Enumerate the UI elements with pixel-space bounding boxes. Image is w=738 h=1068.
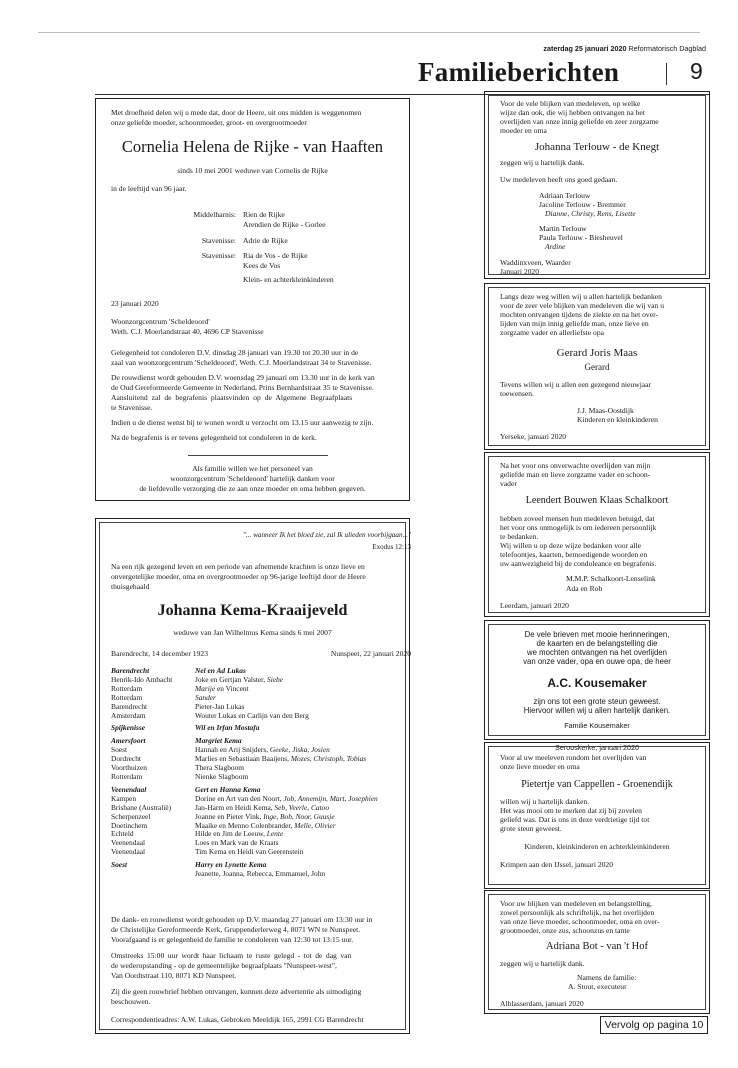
r2-signature: Kinderen en kleinkinderen [577, 415, 658, 424]
r4-after-line2: Hiervoor willen wij u allen hartelijk danken. [523, 706, 671, 715]
family-place: Soest [111, 745, 128, 755]
ad1-condolence-line2: zaal van woonzorgcentrum 'Scheldeoord', Weth. C.J. Moerlandstraat 34 te Stavenisse. [111, 358, 372, 367]
r1-line: Voor de vele blijken van medeleven, op welke [500, 99, 641, 108]
r5-body: geliefd was. Dat is ons in deze verdrietige tijd tot [500, 815, 650, 824]
family-names: Jan-Harm en Heidi Kema, Seb, Veerle, Catoo [195, 802, 330, 812]
continue-page-link[interactable]: Vervolg op pagina 10 [600, 1016, 708, 1034]
r1-line: wijze dan ook, die wij hebben ontvangen na het [500, 108, 645, 117]
family-member-row [111, 848, 411, 857]
r2-line: mochten ontvangen tijdens de ziekte en na het over- [500, 310, 658, 319]
family-place: Scherpenzeel [111, 811, 151, 821]
ad2-nocard-line2: beschouwen. [111, 997, 151, 1006]
ad1-relative: Arendien de Rijke - Gorlee [243, 220, 326, 229]
ad1-service-line4: te Stavenisse. [111, 403, 153, 412]
family-names: Pieter-Jan Lukas [195, 701, 245, 711]
family-place: Soest [111, 860, 128, 870]
section-title: Familieberichten [418, 57, 620, 87]
ad1-intro-line2: onze geliefde moeder, schoonmoeder, groot- en overgrootmoeder [111, 118, 307, 127]
ad1-address-line2: Weth. C.J. Moerlandstraat 40, 4696 CP Stavenisse [111, 327, 264, 336]
ad2-burial-line3: Van Oordtstraat 110, 8071 KD Nunspeet. [111, 971, 237, 980]
ad2-nocard-line1: Zij die geen rouwbrief hebben ontvangen, kunnen deze advertentie als uitnodiging [111, 987, 362, 996]
ad1-place: Middelharnis: [193, 210, 236, 219]
r1-date: Januari 2020 [500, 267, 540, 276]
family-names: Wouter Lukas en Carlijn van den Berg [195, 710, 309, 720]
ad2-family-table [111, 667, 411, 879]
r6-deceased-name: Adriana Bot - van 't Hof [546, 941, 648, 952]
dateline [520, 44, 706, 53]
ad1-condolence-line1: Gelegenheid tot condoleren D.V. dinsdag 28 januari van 19.30 tot 20.30 uur in de [111, 348, 359, 357]
family-member-row [111, 694, 411, 703]
r3-body: telefoontjes, kaarten, bemoedigende woorden en [500, 550, 648, 559]
r6-place: Alblasserdam, januari 2020 [500, 999, 584, 1008]
ad2-birth: Barendrecht, 14 december 1923 [111, 649, 208, 658]
ad1-deceased-name: Cornelia Helena de Rijke - van Haaften [121, 137, 384, 156]
r4-line: De vele brieven met mooie herinneringen, [524, 630, 670, 639]
family-names: Dorine en Art van den Noort, Job, Annemijn, Mart, Josephien [195, 793, 378, 803]
family-names: Joke en Gertjan Valster, Siebe [195, 674, 284, 684]
r3-body: uw aanwezigheid bij de condoleance en begrafenis. [500, 559, 657, 568]
family-place: Echteld [111, 829, 134, 839]
family-names: Wil en Irfan Mostafa [195, 723, 260, 733]
family-member-row [111, 712, 411, 721]
ad2-intro-line3: thuisgehaald [111, 582, 150, 591]
r4-signature: Familie Kousemaker [564, 721, 630, 730]
r3-body: Wij willen u op deze wijze bedanken voor alle [500, 541, 641, 550]
family-names: Jeanette, Joanna, Rebecca, Emmanuel, John [195, 869, 326, 879]
ad1-place: Stavenisse: [201, 251, 236, 260]
issue-date: zaterdag 25 januari 2020 [543, 44, 627, 53]
ad1-intro-line1: Met droefheid delen wij u mede dat, door de Heere, uit ons midden is weggenomen [111, 108, 362, 117]
ad2-death: Nunspeet, 22 januari 2020 [330, 649, 411, 658]
r3-body: te bedanken. [500, 532, 539, 541]
r1-family: Adriaan Terlouw [539, 191, 591, 200]
r1-line: moeder en oma [500, 126, 547, 135]
r3-signature: M.M.P. Schalkoort-Lenselink [566, 574, 656, 583]
r2-wish-line2: toewensen. [500, 389, 534, 398]
ad2-service-line3: Voorafgaand is er gelegenheid de familie te condoleren van 12:30 tot 13:15 uur. [111, 935, 354, 944]
family-names: Nel en Ad Lukas [195, 666, 246, 675]
family-names: Loes en Mark van de Kraats [195, 838, 279, 848]
r5-deceased-name: Pietertje van Cappellen - Groenendijk [521, 779, 673, 790]
r1-family: Dianne, Christy, Rens, Lisette [545, 209, 636, 218]
family-names: Harry en Lynette Kema [195, 860, 267, 870]
ad2-service-line1: De dank- en rouwdienst wordt gehouden op D.V. maandag 27 januari om 13:30 uur in [111, 915, 373, 924]
ad1-thanks-line1: Als familie willen we het personeel van [192, 464, 313, 473]
ad2-correspondence: Correspondentieadres: A.W. Lukas, Gebroken Meeldijk 165, 2991 CG Barendrecht [111, 1015, 364, 1024]
family-names: Marlies en Sebastiaan Baaijens, Mozes, Christoph, Tobias [195, 754, 367, 764]
ad2-bible-quote: "... wanneer Ik het bloed zie, zal Ik ulieden voorbijgaan..." [242, 531, 411, 539]
ad1-thanks-line3: de liefdevolle verzorging die ze aan onze moeder en oma hebben gegeven. [139, 484, 366, 493]
r3-place: Leerdam, januari 2020 [500, 601, 569, 610]
family-place: Kampen [111, 793, 137, 803]
ad2-bible-reference: Exodus 12:13 [372, 543, 411, 551]
ad2-intro-line2: onvergetelijke moeder, oma en overgrootmoeder op 96-jarige leeftijd door de Heere [111, 572, 366, 581]
r5-body: willen wij u hartelijk danken. [500, 797, 590, 806]
family-names: Nienke Slagboom [195, 771, 249, 781]
family-place: Amersfoort [111, 736, 146, 746]
family-member-row [111, 870, 411, 879]
r5-line: onze lieve moeder en oma [500, 762, 580, 771]
family-place: Spijkenisse [111, 723, 146, 733]
r6-line: grootmoeder, onze zus, schoonzus en tante [500, 926, 630, 935]
ad2-intro-line1: Na een rijk gezegend leven en een periode van afnemende krachten is onze lieve en [111, 562, 365, 571]
ad1-relative: Klein- en achterkleinkinderen [243, 275, 334, 284]
r2-line: Langs deze weg willen wij u allen hartelijk bedanken [500, 292, 662, 301]
r6-line: zowel persoonlijk als schriftelijk, na het overlijden [500, 908, 655, 917]
r6-signature: Namens de familie: [577, 973, 637, 982]
r4-line: de kaarten en de belangstelling die [536, 639, 658, 648]
family-member-row [111, 685, 411, 694]
family-place: Dordrecht [111, 754, 141, 764]
family-names: Maaike en Menno Colenbrander, Melle, Olivier [195, 820, 336, 830]
family-place: Veenendaal [111, 838, 146, 848]
r6-signature: A. Stout, executeur [568, 982, 627, 991]
ad1-thanks-line2: woonzorgcentrum 'Scheldeoord' hartelijk danken voor [170, 474, 335, 483]
ad1-relative: Ria de Vos - de Rijke [243, 251, 308, 260]
family-names: Hilde en Jim de Leeuw, Lente [195, 829, 284, 839]
r5-place: Krimpen aan den IJssel, januari 2020 [500, 860, 614, 869]
r2-line: lijden van mijn innig geliefde man, onze lieve en [500, 319, 649, 328]
family-member-row [111, 755, 411, 764]
r1-family: Ardine [545, 242, 566, 251]
r2-line: zorgzame vader en allerliefste opa [500, 328, 605, 337]
r5-line: Voor al uw meeleven rondom het overlijden van [500, 753, 647, 762]
ad1-service-line1: De rouwdienst wordt gehouden D.V. woensdag 29 januari om 13.30 uur in de kerk van [111, 373, 375, 382]
r1-good: Uw medeleven heeft ons goed gedaan. [500, 175, 618, 184]
family-names: Sander [195, 692, 216, 702]
r5-signature: Kinderen, kleinkinderen en achterkleinkinderen [524, 842, 670, 851]
r3-body: hebben zoveel mensen hun medeleven betuigd, dat [500, 514, 655, 523]
ad2-service-line2: de Christelijke Gereformeerde Kerk, Gruppenderlerweg 4, 8071 WN te Nunspeet. [111, 925, 361, 934]
r5-body: grote steun geweest. [500, 824, 562, 833]
r6-thanks: zeggen wij u hartelijk dank. [500, 959, 585, 968]
ad1-place: Stavenisse: [201, 236, 236, 245]
ad2-burial-line2: de wederopstanding - op de gemeentelijke begraafplaats "Nunspeet-west", [111, 961, 337, 970]
ad2-deceased-name: Johanna Kema-Kraaijeveld [157, 602, 348, 619]
r4-line: we mochten ontvangen na het overlijden [526, 648, 667, 657]
r1-thanks: zeggen wij u hartelijk dank. [500, 158, 585, 167]
r1-family: Jacoline Terlouw - Bremmer [539, 200, 626, 209]
family-names: Marije en Vincent [195, 683, 249, 693]
paper-name: Reformatorisch Dagblad [628, 44, 706, 53]
r2-deceased-name: Gerard Joris Maas [556, 347, 638, 359]
family-member-row [111, 773, 411, 782]
family-place: Rotterdam [111, 692, 143, 702]
title-divider [666, 63, 667, 85]
r3-signature: Ada en Rob [566, 584, 603, 593]
family-names: Thera Slagboom [195, 763, 245, 773]
ad1-age: in de leeftijd van 96 jaar. [111, 184, 187, 193]
family-place: Veenendaal [111, 847, 146, 857]
ad1-date: 23 januari 2020 [111, 299, 159, 308]
ad1-widow-line: sinds 10 mei 2001 weduwe van Cornelis de Rijke [177, 166, 328, 175]
page-number: 9 [690, 58, 703, 84]
family-place: Veenendaal [111, 784, 147, 794]
ad1-divider [188, 455, 328, 456]
family-place: Doetinchem [111, 820, 148, 830]
family-place: Amsterdam [111, 710, 146, 720]
family-place: Henrik-Ido Ambacht [111, 674, 173, 684]
family-place: Barendrecht [111, 701, 148, 711]
r4-deceased-name: A.C. Kousemaker [547, 676, 647, 690]
ad1-relative: Rien de Rijke [243, 210, 285, 219]
family-place [111, 870, 195, 879]
r2-signature: J.J. Maas-Oostdijk [577, 406, 634, 415]
ad1-address-line1: Woonzorgcentrum 'Scheldeoord' [111, 317, 210, 326]
family-member-row [111, 764, 411, 773]
r3-line: vader [500, 479, 517, 488]
family-place: Barendrecht [111, 666, 150, 675]
r6-line: van onze lieve moeder, schoonmoeder, oma en over- [500, 917, 660, 926]
r4-place: Serooskerke, januari 2020 [555, 743, 639, 752]
ad1-request: Indien u de dienst wenst bij te wonen wordt u verzocht om 13.15 uur aanwezig te zijn. [111, 418, 374, 427]
family-place: Voorthuizen [111, 763, 147, 773]
family-place: Brisbane (Australië) [111, 802, 172, 812]
top-rule [38, 32, 700, 33]
ad1-relative: Adrie de Rijke [243, 236, 288, 245]
r5-body: Het was mooi om te merken dat zij bij zovelen [500, 806, 642, 815]
ad1-after-burial: Na de begrafenis is er tevens gelegenheid tot condoleren in de kerk. [111, 433, 317, 442]
family-place: Rotterdam [111, 771, 143, 781]
r1-family: Martin Terlouw [539, 224, 587, 233]
ad2-burial-line1: Omstreeks 15:00 uur wordt haar lichaam te ruste gelegd - tot de dag van [111, 951, 352, 960]
family-member-row [111, 676, 411, 685]
r4-after-line1: zijn ons tot een grote steun geweest. [533, 697, 661, 706]
r6-line: Voor uw blijken van medeleven en belangstelling, [500, 899, 652, 908]
r3-line: geliefde man en lieve zorgzame vader en schoon- [500, 470, 651, 479]
family-names: Joanne en Pieter Vink, Inge, Bob, Noor, Guusje [195, 811, 335, 821]
r2-nickname: Gerard [584, 362, 610, 372]
r4-line: van onze vader, opa en ouwe opa, de heer [523, 657, 671, 666]
r1-place: Waddinxveen, Waarder [500, 258, 571, 267]
r3-line: Na het voor ons onverwachte overlijden van mijn [500, 461, 651, 470]
family-names: Hannah en Arij Snijders, Geeke, Jiska, Josien [195, 745, 330, 755]
ad1-service-line2: de Oud Gereformeerde Gemeente in Nederland, Prins Bernhardstraat 35 te Stavenisse. [111, 383, 374, 392]
r2-place: Yerseke, januari 2020 [500, 432, 567, 441]
ad1-relative: Kees de Vos [243, 261, 281, 270]
r2-line: voor de zeer vele blijken van medeleven die wij van u [500, 301, 665, 310]
family-names: Gert en Hanna Kema [195, 784, 261, 794]
r1-deceased-name: Johanna Terlouw - de Knegt [534, 141, 660, 153]
r2-wish-line1: Tevens willen wij u allen een gezegend nieuwjaar [500, 380, 652, 389]
r3-deceased-name: Leendert Bouwen Klaas Schalkoort [525, 495, 669, 506]
ad2-widow-line: weduwe van Jan Wilhelmus Kema sinds 6 mei 2007 [173, 628, 332, 637]
family-group-row [111, 724, 411, 733]
family-names: Tim Kema en Heidi van Geerenstein [195, 847, 304, 857]
family-place: Rotterdam [111, 683, 143, 693]
r1-family: Paula Terlouw - Biesheuvel [539, 233, 623, 242]
ad1-service-line3: Aansluitend zal de begrafenis plaatsvinden op de Algemene Begraafplaats [111, 393, 353, 402]
r1-line: overlijden van onze innig geliefde en zeer zorgzame [500, 117, 659, 126]
r3-body: het voor ons onmogelijk is om iedereen persoonlijk [500, 523, 657, 532]
family-names: Margriet Kema [195, 736, 242, 746]
